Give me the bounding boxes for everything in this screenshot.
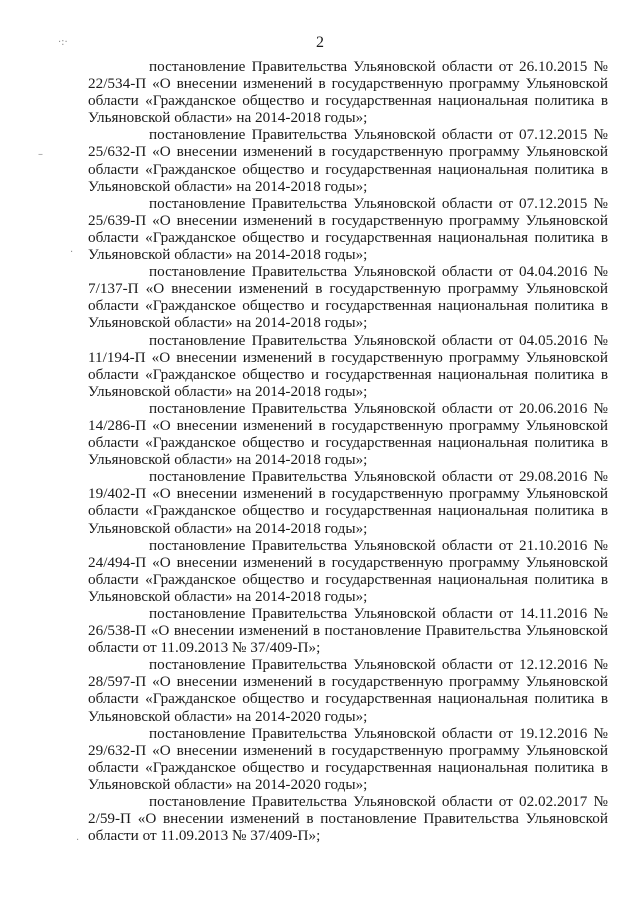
scan-mark: · bbox=[70, 247, 74, 258]
resolution-paragraph: постановление Правительства Ульяновской области от 12.12.2016 № 28/597-П «О внесении изменений в государственную программу Ульяновской области «Гражданское общество и государственная национальная политика в Ульяновской области» на 2014-2020 годы»; bbox=[88, 656, 608, 725]
resolution-paragraph: постановление Правительства Ульяновской области от 21.10.2016 № 24/494-П «О внесении изменений в государственную программу Ульяновской области «Гражданское общество и государственная национальная политика в Ульяновской области» на 2014-2018 годы»; bbox=[88, 536, 608, 605]
resolution-paragraph: постановление Правительства Ульяновской области от 04.04.2016 № 7/137-П «О внесении изменений в государственную программу Ульяновской области «Гражданское общество и государственная национальная политика в Ульяновской области» на 2014-2018 годы»; bbox=[88, 263, 608, 332]
resolution-paragraph: постановление Правительства Ульяновской области от 07.12.2015 № 25/632-П «О внесении изменений в государственную программу Ульяновской области «Гражданское общество и государственная национальная политика в Ульяновской области» на 2014-2018 годы»; bbox=[88, 126, 608, 195]
scan-mark: ·:· bbox=[58, 37, 68, 48]
page-number: 2 bbox=[316, 34, 324, 51]
resolution-paragraph: постановление Правительства Ульяновской области от 04.05.2016 № 11/194-П «О внесении изменений в государственную программу Ульяновской области «Гражданское общество и государственная национальная политика в Ульяновской области» на 2014-2018 годы»; bbox=[88, 331, 608, 400]
resolution-paragraph: постановление Правительства Ульяновской области от 07.12.2015 № 25/639-П «О внесении изменений в государственную программу Ульяновской области «Гражданское общество и государственная национальная политика в Ульяновской области» на 2014-2018 годы»; bbox=[88, 194, 608, 264]
resolution-paragraph: постановление Правительства Ульяновской области от 19.12.2016 № 29/632-П «О внесении изменений в государственную программу Ульяновской области «Гражданское общество и государственная национальная политика в Ульяновской области» на 2014-2020 годы»; bbox=[88, 724, 608, 793]
resolution-paragraph: постановление Правительства Ульяновской области от 02.02.2017 № 2/59-П «О внесении изменений в постановление Правительства Ульяновской области от 11.09.2013 № 37/409-П»; bbox=[88, 793, 608, 845]
resolution-paragraph: постановление Правительства Ульяновской области от 14.11.2016 № 26/538-П «О внесении изменений в постановление Правительства Ульяновской области от 11.09.2013 № 37/409-П»; bbox=[88, 605, 608, 657]
resolution-paragraph: постановление Правительства Ульяновской области от 29.08.2016 № 19/402-П «О внесении изменений в государственную программу Ульяновской области «Гражданское общество и государственная национальная политика в Ульяновской области» на 2014-2018 годы»; bbox=[88, 468, 608, 537]
document-body bbox=[88, 58, 608, 844]
resolution-paragraph: постановление Правительства Ульяновской области от 26.10.2015 № 22/534-П «О внесении изменений в государственную программу Ульяновской области «Гражданское общество и государственная национальная политика в Ульяновской области» на 2014-2018 годы»; bbox=[88, 58, 608, 127]
resolution-paragraph: постановление Правительства Ульяновской области от 20.06.2016 № 14/286-П «О внесении изменений в государственную программу Ульяновской области «Гражданское общество и государственная национальная политика в Ульяновской области» на 2014-2018 годы»; bbox=[88, 399, 608, 469]
scan-mark: – bbox=[38, 149, 43, 160]
scan-mark: · bbox=[76, 835, 80, 846]
